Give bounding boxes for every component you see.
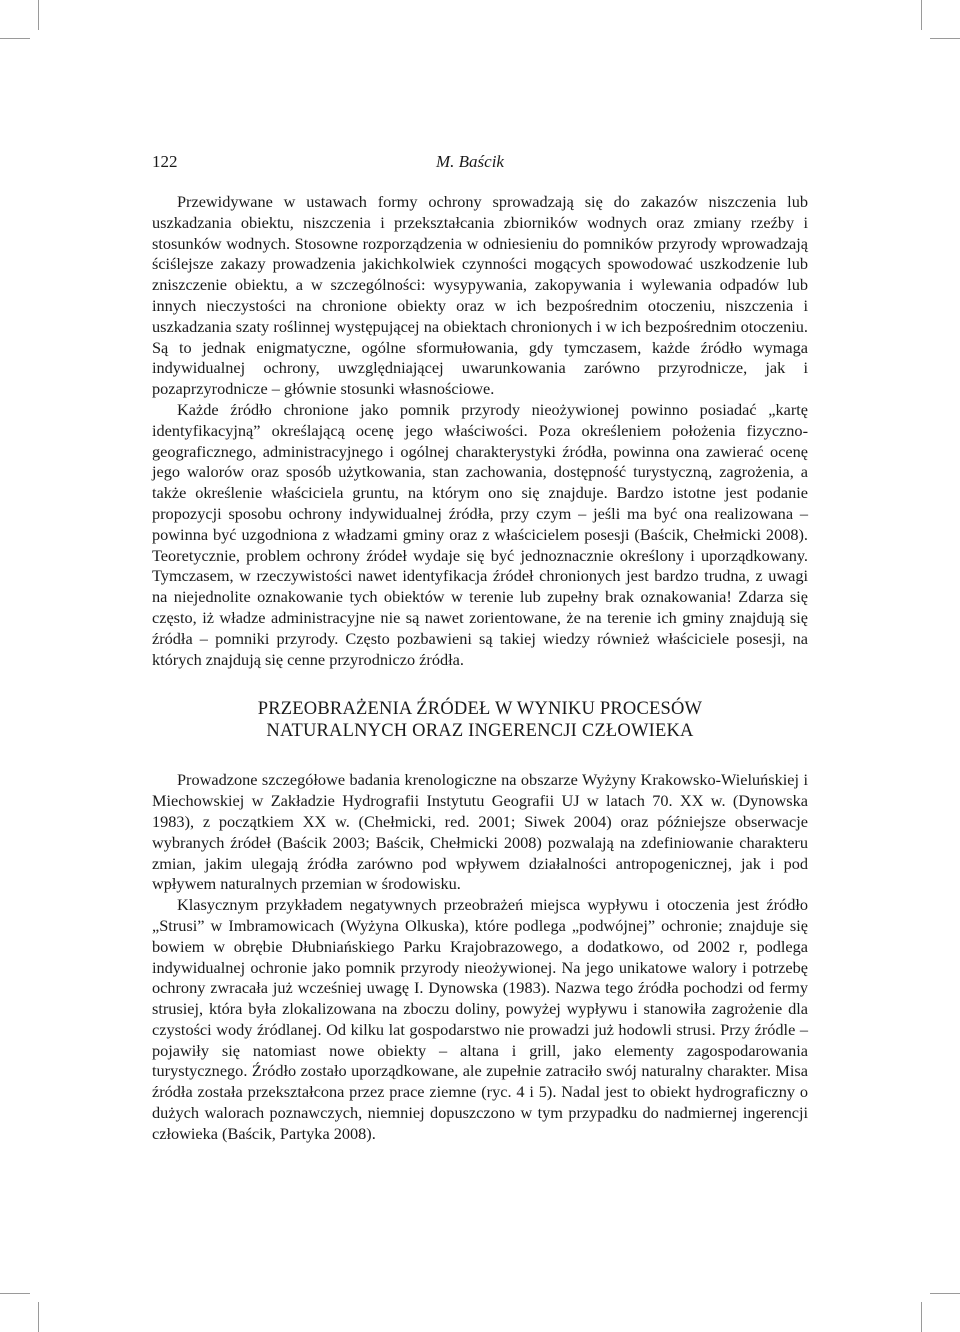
page-number: 122 [152, 152, 178, 171]
section-heading-line-1: PRZEOBRAŻENIA ŹRÓDEŁ W WYNIKU PROCESÓW [257, 699, 703, 720]
paragraph-krenological-research: Prowadzone szczegółowe badania krenologiczne na obszarze Wyżyny Krakowsko-Wieluńskiej i Miechowskiej w Zakładzie Hydrografii Instytutu Geografii UJ w latach 70. XX w. (Dynowska 1983), z początkiem XX w. (Chełmicki, red. 2001; Siwek 2004) oraz późniejsze obserwacje wybranych źródeł (Baścik 2003; Baścik, Chełmicki 2008) pozwalają na zdefiniowanie charakteru zmian, jakim ulegają źródła zarówno pod wpływem działalności antropogenicznej, jak i pod wpływem naturalnych przemian w środowisku. [152, 770, 808, 894]
running-head-author: M. Baścik [436, 152, 504, 171]
paragraph-strusi-spring: Klasycznym przykładem negatywnych przeobrażeń miejsca wypływu i otoczenia jest źródło „Strusi” w Imbramowicach (Wyżyna Olkuska), które podlega „podwójnej” ochronie; znajduje się bowiem w obrębie Dłubniańskiego Parku Krajobrazowego, a dodatkowo, od 2002 r, podlega indywidualnej ochronie jako pomnik przyrody nieożywionej. Na jego unikatowe walory i potrzebę ochrony zwracała już wcześniej uwagę I. Dynowska (1983). Nazwa tego źródła pochodzi od fermy strusiej, która była zlokalizowana na zboczu doliny, powyżej wypływu i stanowiła zagrożenie dla czystości wody źródlanej. Od kilku lat gospodarstwo nie prowadzi już hodowli strusi. Przy źródle – pojawiły się natomiast nowe obiekty – altana i grill, jako elementy zagospodarowania turystycznego. Źródło zostało uporządkowane, ale zupełnie zatraciło swój naturalny charakter. Misa źródła została przekształcona przez prace ziemne (ryc. 4 i 5). Nadal jest to obiekt hydrograficzny o dużych walorach poznawczych, niemniej dopuszczono w tym przypadku do nadmiernej ingerencji człowieka (Baścik, Partyka 2008). [152, 895, 808, 1143]
crop-mark-top-right-vertical [921, 0, 922, 30]
crop-mark-top-left-horizontal [0, 38, 30, 39]
document-page [152, 150, 808, 1145]
crop-mark-bottom-right-vertical [921, 1302, 922, 1332]
section-heading [152, 698, 808, 742]
crop-mark-bottom-left-vertical [38, 1302, 39, 1332]
crop-mark-top-right-horizontal [930, 38, 960, 39]
running-head [152, 150, 808, 174]
section-heading-line-2: NATURALNYCH ORAZ INGERENCJI CZŁOWIEKA [266, 721, 694, 742]
crop-mark-bottom-right-horizontal [930, 1293, 960, 1294]
paragraph-protection-forms: Przewidywane w ustawach formy ochrony sprowadzają się do zakazów niszczenia lub uszkadzania obiektu, niszczenia i przekształcania zbiorników wodnych oraz zmiany rzeźby i stosunków wodnych. Stosowne rozporządzenia w odniesieniu do pomników przyrody wprowadzają ściślejsze zakazy prowadzenia jakichkolwiek czynności mogących spowodować uszkodzenie lub zniszczenie obiektu, a w szczególności: wysypywania, zakopywania i wylewania odpadów lub innych nieczystości na chronione obiekty oraz w ich bezpośrednim otoczeniu, niszczenia i uszkadzania szaty roślinnej występującej na obiektach chronionych i w ich bezpośrednim otoczeniu. Są to jednak enigmatyczne, ogólne sformułowania, gdy tymczasem, każde źródło wymaga indywidualnej ochrony, uwzględniającej uwarunkowania zarówno przyrodnicze, jak i pozaprzyrodnicze – głównie stosunki własnościowe. [152, 192, 808, 399]
crop-mark-bottom-left-horizontal [0, 1293, 30, 1294]
crop-mark-top-left-vertical [38, 0, 39, 30]
body-text [152, 192, 808, 1145]
paragraph-identification-card: Każde źródło chronione jako pomnik przyrody nieożywionej powinno posiadać „kartę identyfikacyjną” określającą ocenę jego właściwości. Poza określeniem położenia fizyczno-geograficznego, administracyjnego i ogólnej charakterystyki źródła, powinna ona zawierać ocenę jego walorów oraz sposób użytkowania, stan zachowania, dostępność turystyczną, zagrożenia, a także określenie właściciela gruntu, na którym ono się znajduje. Bardzo istotne jest podanie propozycji sposobu ochrony indywidualnej źródła, przy czym – jeśli ma być ona realizowana – powinna być uzgodniona z władzami gminy oraz z właścicielem posesji (Baścik, Chełmicki 2008). Teoretycznie, problem ochrony źródeł wydaje się być jednoznacznie określony i uporządkowany. Tymczasem, w rzeczywistości nawet identyfikacja źródeł chronionych jest bardzo trudna, z uwagi na niejednolite oznakowanie tych obiektów w terenie lub zupełny brak oznakowania! Zdarza się często, iż władze administracyjne nie są nawet zorientowane, że na terenie ich gminy znajdują się źródła – pomniki przyrody. Często pozbawieni są takiej wiedzy również właściciele posesji, na których znajdują się cenne przyrodniczo źródła. [152, 399, 808, 669]
